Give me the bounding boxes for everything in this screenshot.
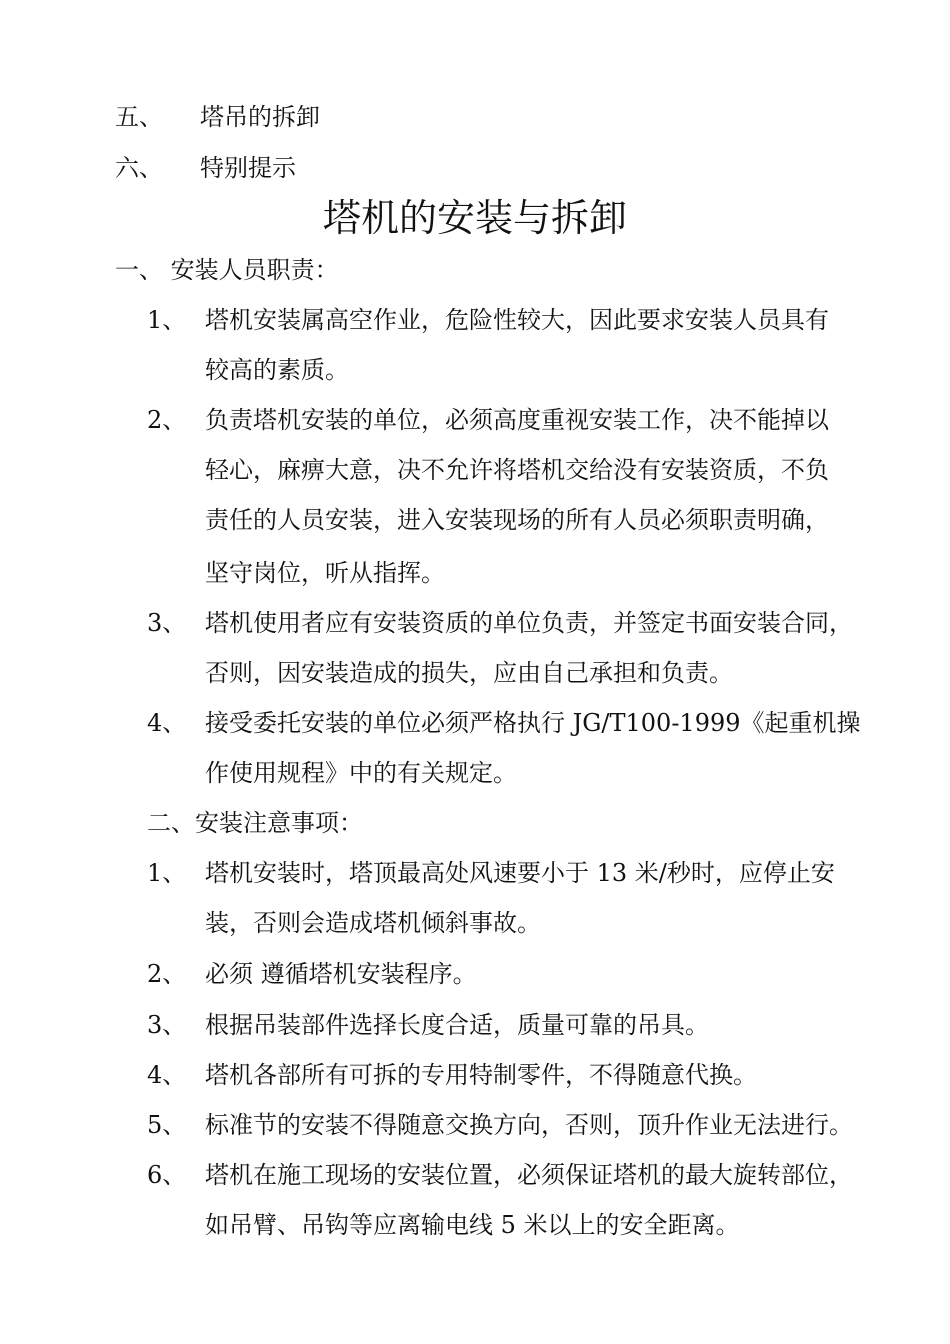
outline-text-6: 特别提示 <box>200 154 296 182</box>
s2-item-1-line-2: 装，否则会造成塔机倾斜事故。 <box>205 909 541 937</box>
s2-item-4-marker: 4、 <box>147 1061 187 1089</box>
s2-item-6-line-2: 如吊臂、吊钩等应离输电线 5 米以上的安全距离。 <box>205 1211 740 1239</box>
document-title: 塔机的安装与拆卸 <box>322 196 627 240</box>
outline-marker-5: 五、 <box>115 103 163 131</box>
s1-item-2-line-1: 负责塔机安装的单位，必须高度重视安装工作，决不能掉以 <box>205 406 829 434</box>
s1-item-4-line-1: 接受委托安装的单位必须严格执行 JG/T100-1999《起重机操 <box>205 709 861 737</box>
s2-item-3-line-1: 根据吊装部件选择长度合适，质量可靠的吊具。 <box>205 1011 709 1039</box>
section-2-heading: 二、安装注意事项： <box>147 809 363 837</box>
s2-item-5-line-1: 标准节的安装不得随意交换方向，否则，顶升作业无法进行。 <box>205 1111 853 1139</box>
s1-item-2-line-4: 坚守岗位，听从指挥。 <box>205 559 445 587</box>
s1-item-1-marker: 1、 <box>147 306 187 334</box>
outline-marker-6: 六、 <box>115 154 163 182</box>
s1-item-1-line-2: 较高的素质。 <box>205 356 349 384</box>
s2-item-4-line-1: 塔机各部所有可拆的专用特制零件，不得随意代换。 <box>205 1061 757 1089</box>
s1-item-2-line-2: 轻心，麻痹大意，决不允许将塔机交给没有安装资质，不负 <box>205 456 829 484</box>
s1-item-2-marker: 2、 <box>147 406 187 434</box>
s1-item-1-line-1: 塔机安装属高空作业，危险性较大，因此要求安装人员具有 <box>205 306 829 334</box>
s1-item-3-marker: 3、 <box>147 609 187 637</box>
s1-item-3-line-2: 否则，因安装造成的损失，应由自己承担和负责。 <box>205 659 733 687</box>
s1-item-4-line-2: 作使用规程》中的有关规定。 <box>205 759 517 787</box>
outline-text-5: 塔吊的拆卸 <box>200 103 320 131</box>
s2-item-1-marker: 1、 <box>147 859 187 887</box>
s2-item-2-line-1: 必须 遵循塔机安装程序。 <box>205 960 477 988</box>
s2-item-1-line-1: 塔机安装时，塔顶最高处风速要小于 13 米/秒时，应停止安 <box>205 859 835 887</box>
s2-item-6-line-1: 塔机在施工现场的安装位置，必须保证塔机的最大旋转部位， <box>205 1161 853 1189</box>
s2-item-3-marker: 3、 <box>147 1011 187 1039</box>
s1-item-4-marker: 4、 <box>147 709 187 737</box>
s1-item-2-line-3: 责任的人员安装，进入安装现场的所有人员必须职责明确， <box>205 506 829 534</box>
s1-item-3-line-1: 塔机使用者应有安装资质的单位负责，并签定书面安装合同， <box>205 609 853 637</box>
section-1-heading: 一、 安装人员职责： <box>115 256 339 284</box>
s2-item-6-marker: 6、 <box>147 1161 187 1189</box>
s2-item-5-marker: 5、 <box>147 1111 187 1139</box>
s2-item-2-marker: 2、 <box>147 960 187 988</box>
